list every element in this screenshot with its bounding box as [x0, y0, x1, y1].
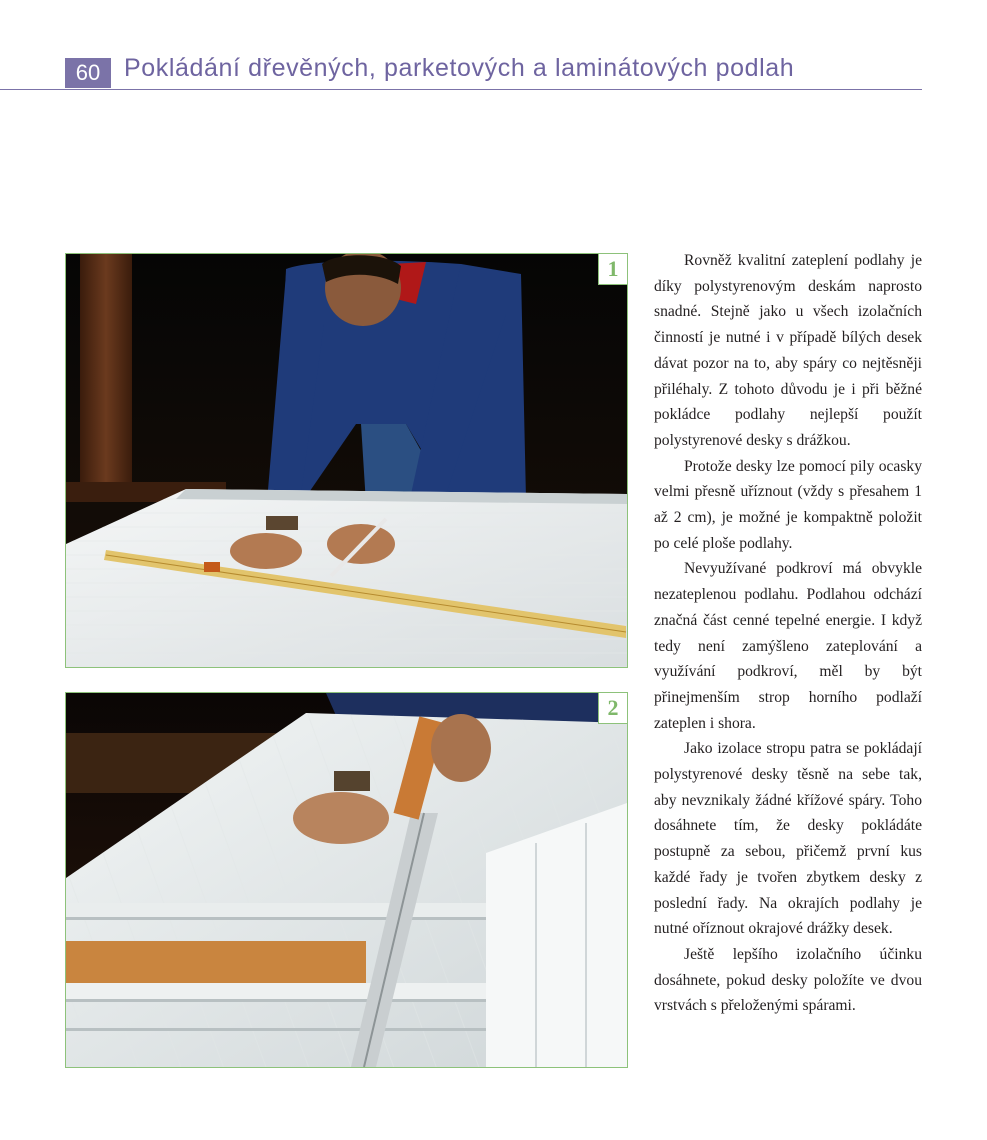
paragraph: Nevyužívané podkroví má obvykle nezateplenou podlahu. Podlahou odchází značná část cenné tepelné energie. I když tedy není zamýšleno zateplování a využívání podkroví, měl by být přinejmenším strop horního podlaží zateplen i shora. [654, 560, 922, 732]
body-text [654, 248, 922, 1019]
figure-2 [65, 692, 628, 1068]
figure-1 [65, 253, 628, 668]
paragraph: Rovněž kvalitní zateplení podlahy je díky polystyrenovým deskám naprosto snadné. Stejně jako u všech izolačních činností je nutné i v případě bílých desek dávat pozor na to, aby spáry co nejtěsněji přiléhaly. Z tohoto důvodu je i při běžné pokládce podlahy nejlepší použít polystyrenové desky s drážkou. [654, 252, 922, 449]
paragraph: Protože desky lze pomocí pily ocasky velmi přesně uříznout (vždy s přesahem 1 až 2 cm), je možné je kompaktně položit po celé ploše podlahy. [654, 457, 922, 552]
chapter-title: Pokládání dřevěných, parketových a laminátových podlah [124, 54, 795, 82]
page-header [0, 0, 987, 92]
paragraph: Ještě lepšího izolačního účinku dosáhnete, pokud desky položíte ve dvou vrstvách s přeloženými spárami. [654, 945, 922, 1015]
photo-sawing-polystyrene-board-icon [66, 693, 627, 1067]
header-divider [0, 89, 922, 90]
figure-number: 2 [598, 693, 627, 724]
photo-man-measuring-polystyrene-board-icon [66, 254, 627, 667]
figure-number: 1 [598, 254, 627, 285]
paragraph: Jako izolace stropu patra se pokládají polystyrenové desky těsně na sebe tak, aby nevznikaly žádné křížové spáry. Toho dosáhnete tím, že desky pokládáte postupně za sebou, přičemž první kus každé řady je tvořen zbytkem desky z poslední řady. Na okrajích podlahy je nutné oříznout okrajové drážky desek. [654, 740, 922, 938]
page-number: 60 [65, 58, 111, 88]
